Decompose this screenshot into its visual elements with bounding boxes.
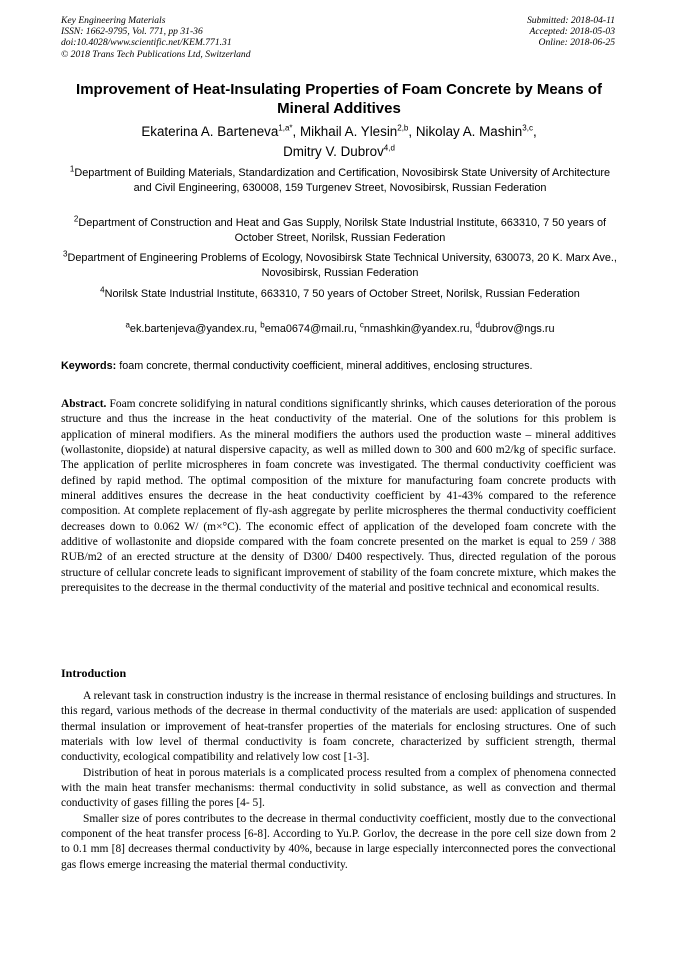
affiliation-marker: 4 (100, 285, 105, 295)
journal-doi: doi:10.4028/www.scientific.net/KEM.771.31 (61, 37, 232, 49)
accepted-date: Accepted: 2018-05-03 (529, 26, 615, 38)
publication-dates (527, 15, 615, 49)
section-heading-introduction: Introduction (61, 666, 127, 680)
journal-info (61, 15, 251, 60)
author-emails (62, 322, 618, 337)
abstract (61, 397, 616, 596)
author-affiliation-marker: 2,b (397, 123, 409, 133)
journal-copyright: © 2018 Trans Tech Publications Ltd, Switzerland (61, 48, 251, 60)
submitted-date: Submitted: 2018-04-11 (526, 15, 615, 26)
affiliation-text: Department of Construction and Heat and Gas Supply, Norilsk State Industrial Institute, 663310, 7 50 years of October Street, Norilsk, Russian Federation (78, 217, 607, 245)
author-affiliation-marker: 4,d (383, 143, 395, 153)
affiliation-3 (62, 251, 618, 282)
journal-name: Key Engineering Materials (61, 15, 166, 26)
affiliation-marker: 3 (63, 249, 68, 259)
abstract-label: Abstract. (61, 398, 107, 410)
online-date: Online: 2018-06-25 (538, 37, 615, 49)
introduction-paragraph: Distribution of heat in porous materials is a complicated process resulted from a complex of phenomena connected with the main heat transfer mechanisms: thermal conductivity in solid substance, as well as convection and thermal conductivity of gases filling the pores [4- 5]. (61, 766, 616, 810)
email-separator: , (353, 323, 360, 335)
author-separator: , (532, 124, 537, 139)
affiliation-2 (62, 216, 618, 247)
email-link[interactable]: ema0674@mail.ru (264, 323, 354, 335)
abstract-text: Foam concrete solidifying in natural conditions significantly shrinks, which causes deterioration of the porous structure and thus the increase in the heat conductivity of the material. One of the solutions for this problem is application of mineral modifiers. As the mineral modifiers the authors used the production waste – mineral additives (wollastonite, diopside) at natural dispersive capacity, as well as milled down to 300 and 600 m2/kg of specific surface. The application of perlite microspheres in foam concrete was investigated. The thermal conductivity coefficient was defined by rapid method. The optimal composition of the mixture for manufacturing foam concrete products with mineral additives ensures the decrease in the heat conductivity coefficient by 41-43% compared to the reference composition. At complete replacement of fly-ash aggregate by perlite microspheres the thermal conductivity coefficient decreases down to 0.062 W/ (m×°C). The economic effect of application of the developed foam concrete with the additive of wollastonite and diopside compared with the foam concrete presented on the market is equal to 259 / 388 RUB/m2 of an erected structure at the density of D300/ D400 respectively. Thus, directed regulation of the porous structure of cellular concrete leads to significant improvement of stability of the foam concrete mixture, which makes the prerequisites to the decrease in the thermal conductivity of the material and positive technical and economical results. (61, 398, 617, 595)
email-marker: d (475, 320, 480, 330)
affiliation-text: Department of Building Materials, Standardization and Certification, Novosibirsk State University of Architecture and Civil Engineering, 630008, 159 Turgenev Street, Novosibirsk, Russian Federation (74, 167, 611, 195)
introduction-paragraph: A relevant task in construction industry is the increase in thermal resistance of enclosing buildings and structures. In this regard, various methods of the decrease in thermal conductivity of the materials are used: application of suspended thermal insulation or improvement of heat-transfer properties of the materials for enclosing structures. One of such materials with low level of thermal conductivity is foam concrete, characterized by sufficient strength, thermal conductivity, ecological compatibility and relatively low cost [1-3]. (61, 690, 616, 764)
email-marker: a (125, 320, 130, 330)
author-separator: , (292, 124, 300, 139)
author-name: Mikhail A. Ylesin (299, 124, 398, 139)
email-separator: , (469, 323, 476, 335)
author-name: Nikolay A. Mashin (415, 124, 523, 139)
email-link[interactable]: ek.bartenjeva@yandex.ru (129, 323, 255, 335)
keywords-text: foam concrete, thermal conductivity coefficient, mineral additives, enclosing structures. (119, 360, 533, 372)
email-separator: , (254, 323, 261, 335)
author-affiliation-marker: 1,a* (278, 123, 293, 133)
author-name: Dmitry V. Dubrov (283, 144, 384, 159)
author-list (60, 122, 618, 162)
paper-title: Improvement of Heat-Insulating Properties of Foam Concrete by Means of Mineral Additives (76, 81, 602, 117)
email-link[interactable]: nmashkin@yandex.ru (363, 323, 470, 335)
affiliation-marker: 2 (73, 214, 79, 224)
email-link[interactable]: dubrov@ngs.ru (479, 323, 555, 335)
journal-issn: ISSN: 1662-9795, Vol. 771, pp 31-36 (61, 26, 203, 38)
author-separator: , (408, 124, 416, 139)
keywords-label: Keywords: (61, 360, 117, 372)
keywords (61, 359, 621, 374)
email-marker: b (260, 320, 265, 330)
affiliation-4 (62, 287, 618, 302)
email-marker: c (359, 320, 364, 330)
affiliation-marker: 1 (69, 164, 75, 174)
author-name: Ekaterina A. Barteneva (141, 124, 279, 139)
affiliation-text: Norilsk State Industrial Institute, 663310, 7 50 years of October Street, Norilsk, Russian Federation (104, 288, 580, 300)
affiliation-1 (62, 166, 618, 197)
introduction-body (61, 689, 616, 873)
introduction-paragraph: Smaller size of pores contributes to the decrease in thermal conductivity coefficient, mostly due to the convectional component of the heat transfer process [6-8]. According to Yu.P. Gorlov, the decrease in the pore cell size down from 2 to 0.1 mm [8] decreases thermal conductivity by 40%, because in large especially interconnected pores the convectional gas flows emerge increasing the material thermal conductivity. (61, 812, 616, 871)
affiliation-text: Department of Engineering Problems of Ecology, Novosibirsk State Technical University, 630073, 20 K. Marx Ave., Novosibirsk, Russian Federation (67, 252, 617, 280)
author-affiliation-marker: 3,c (522, 123, 533, 133)
